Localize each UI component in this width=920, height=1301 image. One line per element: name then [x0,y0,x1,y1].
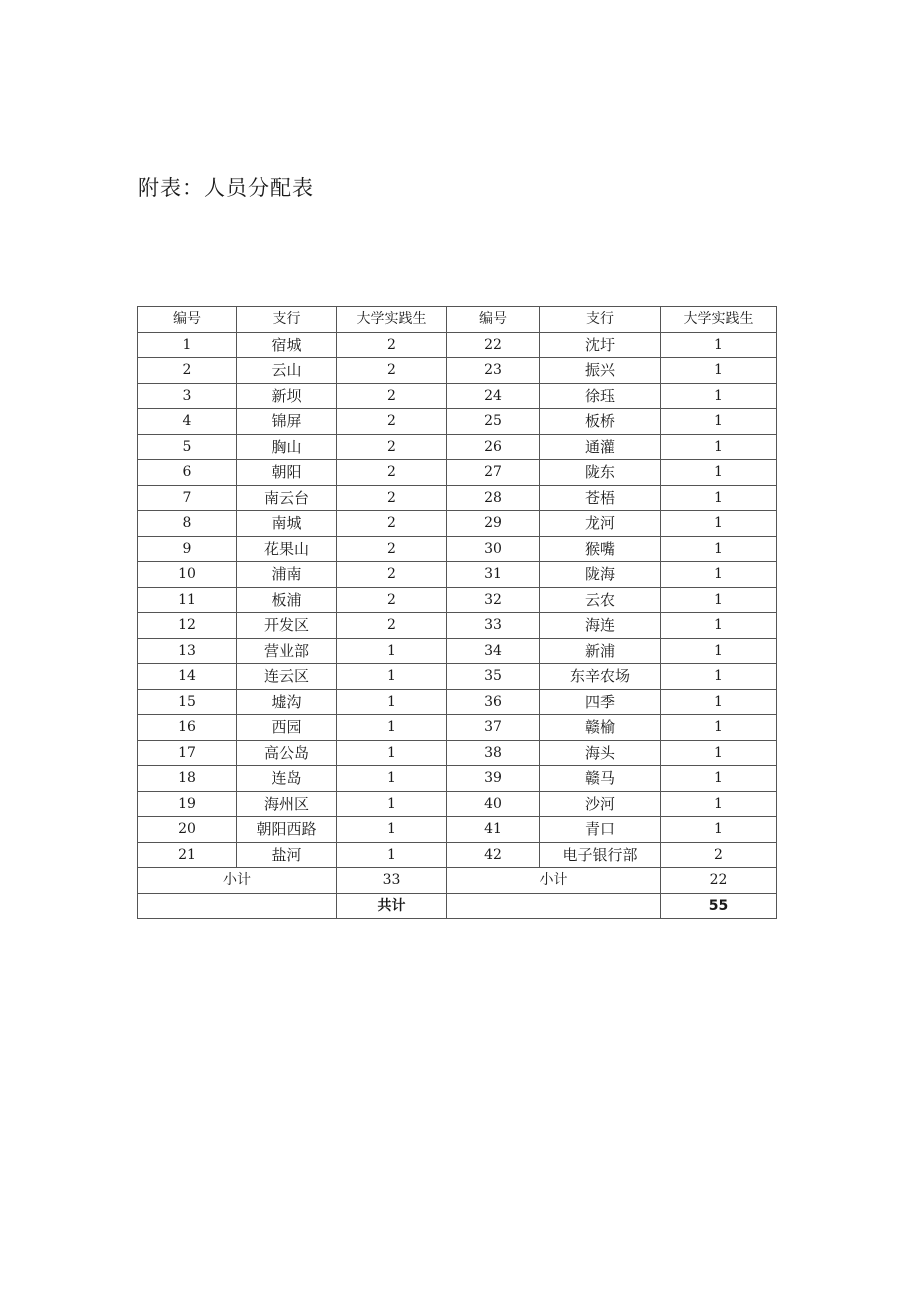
row-number: 19 [138,791,237,817]
row-number: 18 [138,766,237,792]
table-row [138,485,777,511]
row-students: 1 [337,689,447,715]
row-number: 21 [138,842,237,868]
row-branch: 墟沟 [237,689,337,715]
header-branch-right: 支行 [540,307,661,333]
row-number: 4 [138,409,237,435]
row-number: 6 [138,460,237,486]
row-branch: 猴嘴 [540,536,661,562]
row-number: 23 [447,358,540,384]
row-branch: 板桥 [540,409,661,435]
table-row [138,740,777,766]
row-branch: 新浦 [540,638,661,664]
row-branch: 陇海 [540,562,661,588]
row-students: 2 [337,613,447,639]
table-row [138,562,777,588]
row-students: 1 [661,460,777,486]
row-number: 13 [138,638,237,664]
row-branch: 西园 [237,715,337,741]
subtotal-value-left: 33 [337,868,447,894]
subtotal-row [138,868,777,894]
row-students: 1 [661,791,777,817]
row-number: 16 [138,715,237,741]
row-branch: 通灌 [540,434,661,460]
row-branch: 青口 [540,817,661,843]
row-number: 5 [138,434,237,460]
table-row [138,460,777,486]
row-number: 32 [447,587,540,613]
row-branch: 朝阳 [237,460,337,486]
row-number: 38 [447,740,540,766]
row-students: 1 [661,332,777,358]
header-number-left: 编号 [138,307,237,333]
row-branch: 花果山 [237,536,337,562]
row-students: 2 [337,332,447,358]
table-row [138,638,777,664]
row-branch: 电子银行部 [540,842,661,868]
row-number: 1 [138,332,237,358]
table-row [138,715,777,741]
table-row [138,842,777,868]
row-students: 1 [661,587,777,613]
row-students: 1 [661,766,777,792]
table-row [138,817,777,843]
row-number: 37 [447,715,540,741]
table-row [138,358,777,384]
row-number: 41 [447,817,540,843]
row-students: 1 [661,613,777,639]
row-students: 1 [661,383,777,409]
total-row [138,893,777,919]
row-students: 1 [337,638,447,664]
row-number: 33 [447,613,540,639]
row-students: 2 [337,562,447,588]
row-branch: 连云区 [237,664,337,690]
row-students: 1 [661,638,777,664]
row-branch: 海头 [540,740,661,766]
header-branch-left: 支行 [237,307,337,333]
row-number: 29 [447,511,540,537]
row-branch: 四季 [540,689,661,715]
row-number: 15 [138,689,237,715]
row-students: 2 [661,842,777,868]
row-branch: 胸山 [237,434,337,460]
row-number: 26 [447,434,540,460]
row-branch: 盐河 [237,842,337,868]
row-branch: 云山 [237,358,337,384]
row-students: 1 [661,715,777,741]
row-students: 2 [337,587,447,613]
table-row [138,689,777,715]
row-number: 20 [138,817,237,843]
row-students: 2 [337,511,447,537]
row-students: 1 [661,817,777,843]
row-number: 25 [447,409,540,435]
table-row [138,434,777,460]
row-branch: 徐珏 [540,383,661,409]
row-students: 1 [337,715,447,741]
row-number: 31 [447,562,540,588]
row-students: 1 [661,485,777,511]
row-number: 22 [447,332,540,358]
header-number-right: 编号 [447,307,540,333]
row-students: 2 [337,485,447,511]
row-students: 2 [337,460,447,486]
row-students: 2 [337,358,447,384]
row-students: 2 [337,536,447,562]
table-row [138,766,777,792]
table-body [138,332,777,868]
row-branch: 南城 [237,511,337,537]
row-number: 8 [138,511,237,537]
row-number: 30 [447,536,540,562]
row-branch: 营业部 [237,638,337,664]
row-students: 1 [661,434,777,460]
row-students: 2 [337,409,447,435]
subtotal-label-right: 小计 [447,868,661,894]
row-number: 42 [447,842,540,868]
row-number: 39 [447,766,540,792]
table-row [138,791,777,817]
row-branch: 锦屏 [237,409,337,435]
row-students: 1 [661,664,777,690]
row-number: 24 [447,383,540,409]
header-students-right: 大学实践生 [661,307,777,333]
row-branch: 苍梧 [540,485,661,511]
table-row [138,383,777,409]
row-students: 1 [661,358,777,384]
row-students: 1 [337,664,447,690]
table-row [138,409,777,435]
row-branch: 龙河 [540,511,661,537]
row-students: 1 [661,409,777,435]
row-branch: 东辛农场 [540,664,661,690]
row-branch: 陇东 [540,460,661,486]
row-number: 7 [138,485,237,511]
row-number: 3 [138,383,237,409]
table-row [138,613,777,639]
row-number: 10 [138,562,237,588]
table-row [138,664,777,690]
row-number: 27 [447,460,540,486]
row-branch: 海连 [540,613,661,639]
table-header-row [138,307,777,333]
row-students: 1 [661,511,777,537]
table-row [138,332,777,358]
row-students: 1 [661,536,777,562]
row-number: 28 [447,485,540,511]
row-branch: 板浦 [237,587,337,613]
row-branch: 南云台 [237,485,337,511]
subtotal-value-right: 22 [661,868,777,894]
row-students: 1 [337,740,447,766]
row-number: 14 [138,664,237,690]
row-number: 2 [138,358,237,384]
row-branch: 朝阳西路 [237,817,337,843]
subtotal-label-left: 小计 [138,868,337,894]
row-students: 2 [337,434,447,460]
row-students: 1 [661,562,777,588]
table-row [138,587,777,613]
row-branch: 振兴 [540,358,661,384]
row-branch: 海州区 [237,791,337,817]
header-students-left: 大学实践生 [337,307,447,333]
row-branch: 云农 [540,587,661,613]
total-label: 共计 [337,893,447,919]
row-branch: 沈圩 [540,332,661,358]
row-branch: 宿城 [237,332,337,358]
row-number: 40 [447,791,540,817]
allocation-table [137,306,777,919]
document-title: 附表：人员分配表 [138,176,314,200]
row-branch: 赣马 [540,766,661,792]
row-number: 36 [447,689,540,715]
row-students: 1 [337,791,447,817]
row-branch: 开发区 [237,613,337,639]
row-students: 2 [337,383,447,409]
row-number: 11 [138,587,237,613]
row-students: 1 [337,766,447,792]
row-students: 1 [337,817,447,843]
total-value: 55 [661,893,777,919]
row-number: 17 [138,740,237,766]
row-number: 35 [447,664,540,690]
row-students: 1 [661,740,777,766]
row-branch: 浦南 [237,562,337,588]
row-branch: 赣榆 [540,715,661,741]
row-students: 1 [337,842,447,868]
table-row [138,536,777,562]
row-number: 9 [138,536,237,562]
row-students: 1 [661,689,777,715]
row-number: 34 [447,638,540,664]
row-branch: 沙河 [540,791,661,817]
row-number: 12 [138,613,237,639]
row-branch: 连岛 [237,766,337,792]
row-branch: 高公岛 [237,740,337,766]
row-branch: 新坝 [237,383,337,409]
table-row [138,511,777,537]
